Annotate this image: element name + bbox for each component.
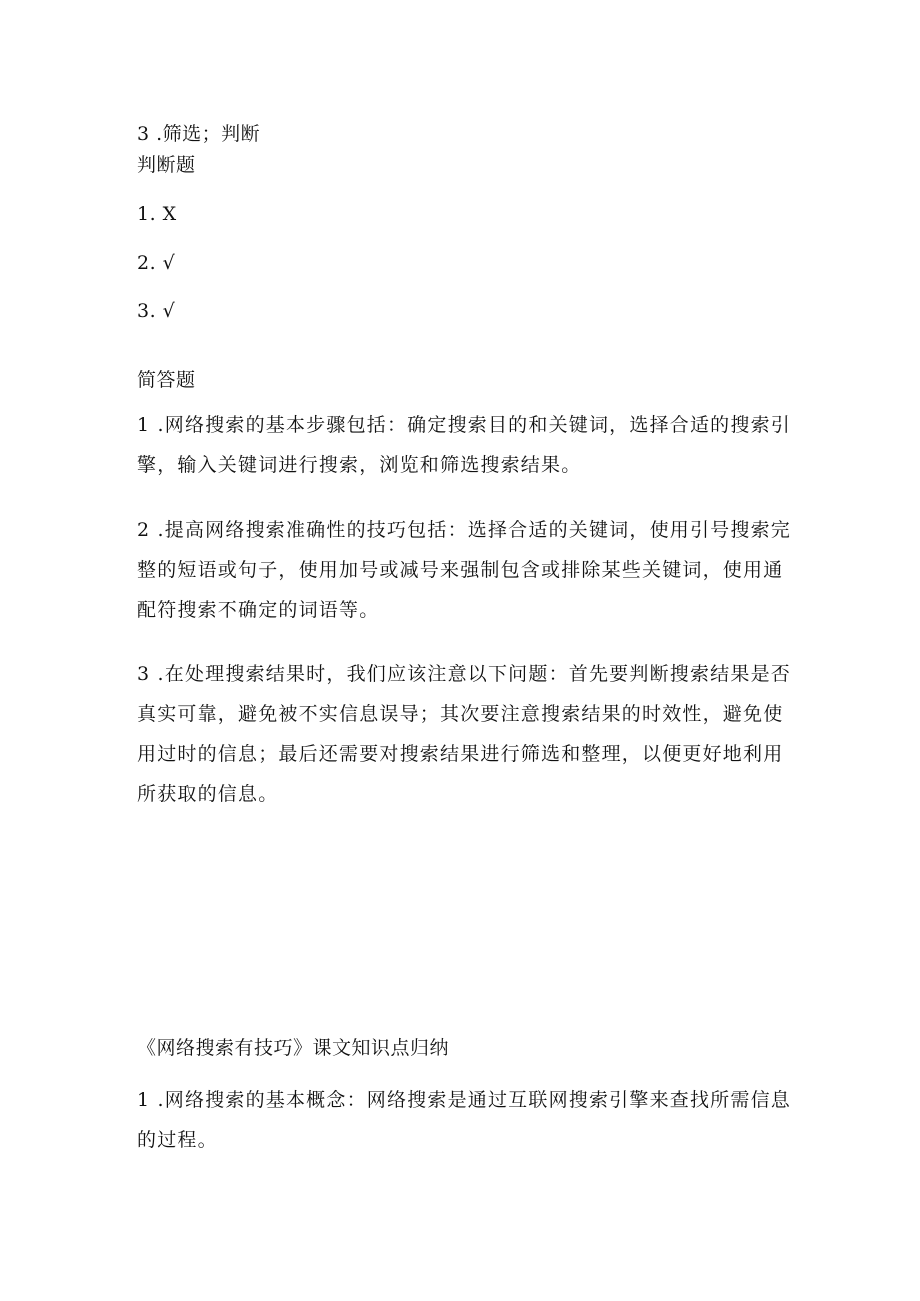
fill-in-answer-3: 3 .筛选；判断 — [137, 123, 261, 145]
true-false-heading: 判断题 — [137, 154, 196, 176]
short-answer-3: 3 .在处理搜索结果时，我们应该注意以下问题：首先要判断搜索结果是否真实可靠，避免被不实信息误导；其次要注意搜索结果的时效性，避免使用过时的信息；最后还需要对搜索结果进行筛选和整理，以便更好地利用所获取的信息。 — [137, 663, 791, 805]
short-answer-heading: 简答题 — [137, 369, 196, 391]
true-false-answer-1: 1. X — [137, 203, 177, 225]
short-answer-1: 1 .网络搜索的基本步骤包括：确定搜索目的和关键词，选择合适的搜索引擎，输入关键词进行搜索，浏览和筛选搜索结果。 — [137, 414, 791, 476]
true-false-answer-3: 3. √ — [137, 300, 176, 322]
summary-title: 《网络搜索有技巧》课文知识点归纳 — [137, 1037, 450, 1059]
true-false-answer-2: 2. √ — [137, 252, 176, 274]
short-answer-2: 2 .提高网络搜索准确性的技巧包括：选择合适的关键词，使用引号搜索完整的短语或句子，使用加号或减号来强制包含或排除某些关键词，使用通配符搜索不确定的词语等。 — [137, 519, 791, 621]
summary-point-1: 1 .网络搜索的基本概念：网络搜索是通过互联网搜索引擎来查找所需信息的过程。 — [137, 1089, 791, 1151]
